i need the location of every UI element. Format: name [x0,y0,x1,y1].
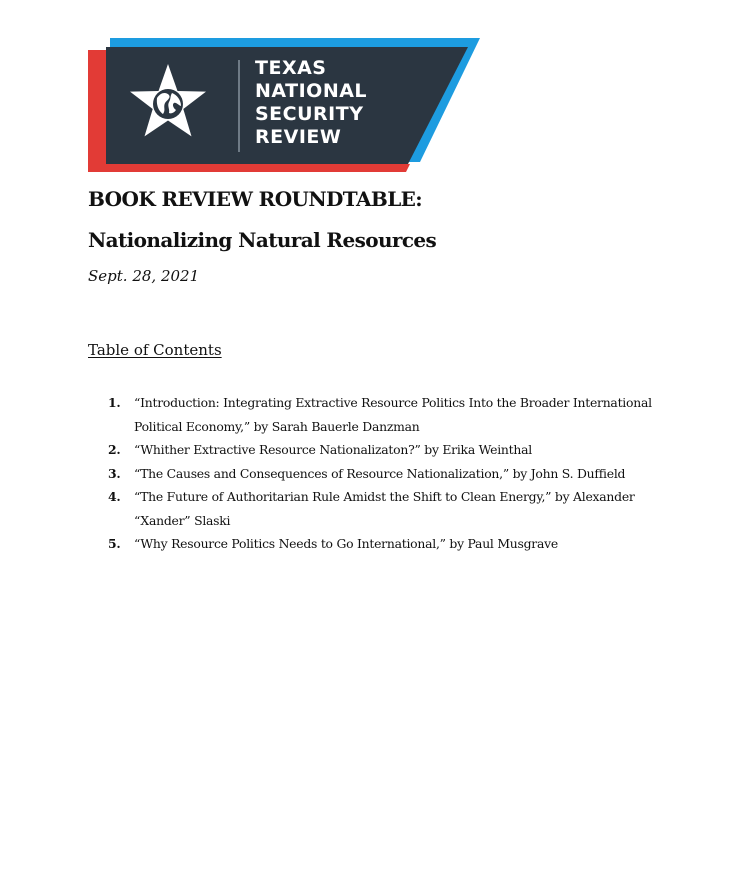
toc-item-number: 5. [108,536,121,551]
toc-item[interactable] [108,391,668,438]
toc-heading: Table of Contents [88,341,222,359]
logo-line-3: SECURITY [255,103,364,125]
toc-item-number: 2. [108,442,121,457]
toc-item[interactable] [108,532,668,556]
logo-red-bottom [88,164,410,172]
toc-item-text[interactable]: “The Causes and Consequences of Resource Nationalization,” by John S. Duffield [134,465,626,481]
toc-item-number: 1. [108,395,121,410]
logo-wordmark [255,57,367,149]
tnsr-logo [88,38,480,172]
toc-item-text[interactable]: “The Future of Authoritarian Rule Amidst the Shift to Clean Energy,” by Alexander “Xander” Slaski [134,489,635,528]
toc-item[interactable] [108,462,668,486]
document-title: BOOK REVIEW ROUNDTABLE: [88,187,423,211]
toc-item-number: 4. [108,489,121,504]
toc-item[interactable] [108,438,668,462]
logo-line-2: NATIONAL [255,80,368,102]
toc-item[interactable] [108,485,668,532]
logo-red-band [88,50,106,172]
toc-list [108,391,668,556]
document-subtitle: Nationalizing Natural Resources [88,228,437,252]
publication-date: Sept. 28, 2021 [88,267,200,285]
logo-divider [238,60,240,152]
toc-item-text[interactable]: “Why Resource Politics Needs to Go International,” by Paul Musgrave [134,536,558,551]
toc-item-text[interactable]: “Introduction: Integrating Extractive Resource Politics Into the Broader International Political Economy,” by Sarah Bauerle Danzman [134,395,652,434]
toc-item-text[interactable]: “Whither Extractive Resource Nationalizaton?” by Erika Weinthal [134,442,532,457]
toc-item-number: 3. [108,465,121,481]
logo-line-1: TEXAS [255,57,327,79]
logo-line-4: REVIEW [255,126,342,148]
